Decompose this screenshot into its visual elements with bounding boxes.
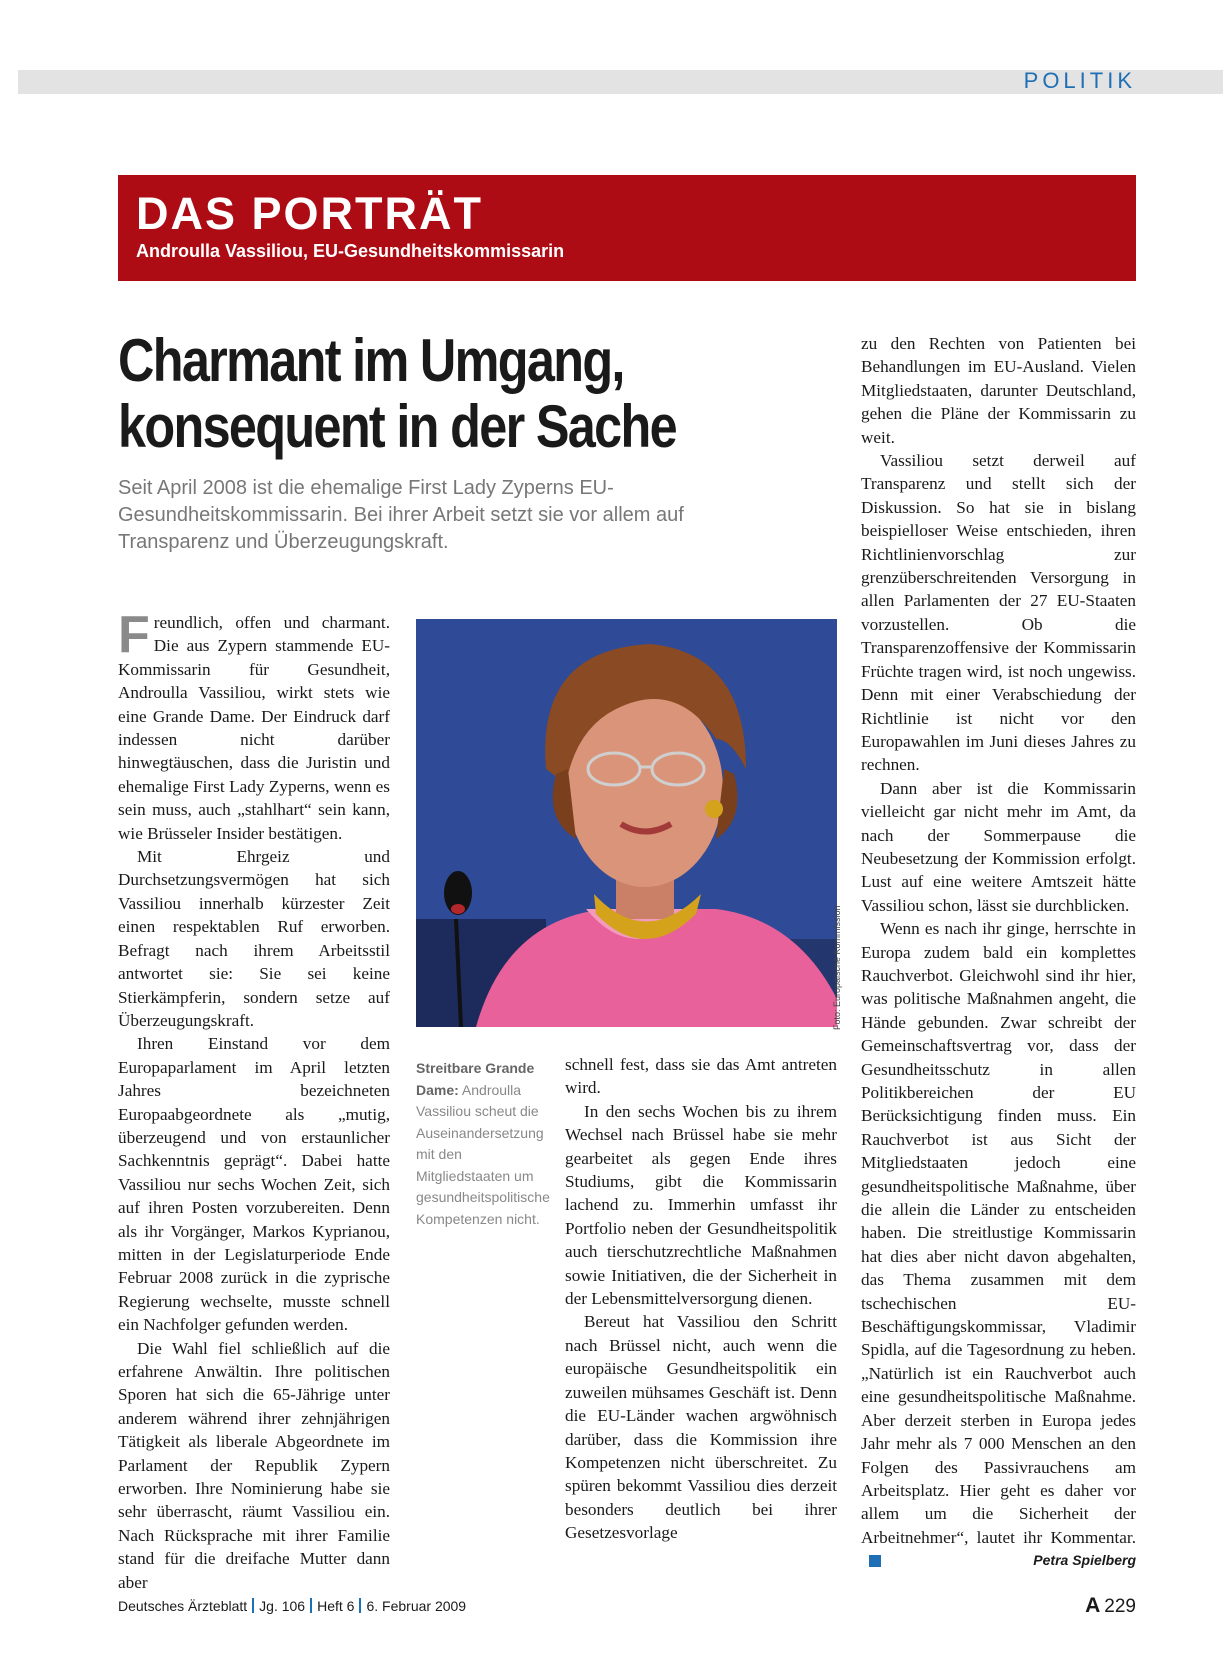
- text-column-1: [118, 606, 390, 1594]
- end-mark-icon: [869, 1555, 881, 1567]
- paragraph: schnell fest, dass sie das Amt antreten wird.: [565, 1055, 837, 1098]
- page-prefix: A: [1085, 1594, 1101, 1617]
- photo-credit: Foto: Europäische Kommission: [832, 905, 842, 1030]
- paragraph-text: Wenn es nach ihr ginge, herrschte in Europa zudem bald ein komplettes Rauchverbot. Gleichwohl sind ihr hier, was politische Maßnahmen angeht, die Hände gebunden. Zwar schreibt der Gemeinschaftsvertrag vor, dass der Gesundheitsschutz in allen Politikbereichen der EU Berücksichtigung finden muss. Ein Rauchverbot ist aus Sicht der Mitgliedstaaten jedoch eine gesundheitspolitische Maßnahme, über die allein die Länder zu entscheiden haben. Die streitlustige Kommissarin hat dies aber nicht davon abgehalten, das Thema zusammen mit dem tschechischen EU-Beschäftigungskommissar, Vladimir Spidla, auf die Tagesordnung zu heben. „Natürlich ist ein Rauchverbot auch eine gesundheitspolitische Maßnahme. Aber derzeit sterben in Europa jedes Jahr mehr als 7 000 Menschen an den Folgen des Passivrauchens am Arbeitsplatz. Hier geht es daher vor allem um die Sicherheit der Arbeitnehmer“, lautet ihr Kommentar.: [861, 919, 1136, 1547]
- paragraph: [861, 917, 1136, 1572]
- page-number-value: 229: [1104, 1596, 1136, 1617]
- portrait-banner: [118, 175, 1136, 281]
- paragraph: Dann aber ist die Kommissarin vielleicht gar nicht mehr im Amt, da nach der Sommerpause die Neubesetzung der Kommission erfolgt. Lust auf eine weitere Amtszeit hätte Vassiliou schon, lässt sie durchblicken.: [861, 778, 1136, 915]
- headline-line-2: konsequent in der Sache: [118, 393, 676, 460]
- article-lead: Seit April 2008 ist die ehemalige First Lady Zyperns EU-Gesundheitskommissarin. Bei ihrer Arbeit setzt sie vor allem auf Transparenz und Überzeugungskraft.: [118, 477, 684, 553]
- text-column-2: [565, 1053, 837, 1545]
- author-byline: Petra Spielberg: [1033, 1552, 1136, 1568]
- section-label: POLITIK: [1023, 68, 1136, 93]
- paragraph: [118, 606, 390, 845]
- paragraph: zu den Rechten von Patienten bei Behandlungen im EU-Ausland. Vielen Mitgliedstaaten, darunter Deutschland, gehen die Pläne der Kommissarin zu weit.: [861, 334, 1136, 447]
- paragraph: Die Wahl fiel schließlich auf die erfahrene Anwältin. Ihre politischen Sporen hat sich die 65-Jährige unter anderem während ihrer zehnjährigen Tätigkeit als liberale Abgeordnete im Parlament der Republik Zypern erworben. Ihre Nominierung habe sie sehr überrascht, räumt Vassiliou ein. Nach Rücksprache mit ihrer Familie stand für die dreifache Mutter dann aber: [118, 1338, 390, 1592]
- drop-cap: F: [118, 606, 150, 664]
- text-column-3: [861, 332, 1136, 1573]
- paragraph: Vassiliou setzt derweil auf Transparenz und stellt sich der Diskussion. So hat sie in bislang beispielloser Weise entschieden, ihren Richtlinienvorschlag zur grenzüberschreitenden Versorgung in allen Parlamenten der 27 EU-Staaten vorzustellen. Ob die Transparenzoffensive der Kommissarin Früchte tragen wird, ist noch ungewiss. Denn mit einer Verabschiedung der Richtlinie ist nicht vor den Europawahlen im Juni dieses Jahres zu rechnen.: [861, 451, 1136, 775]
- paragraph: In den sechs Wochen bis zu ihrem Wechsel nach Brüssel habe sie mehr gearbeitet als gegen Ende ihres Studiums, gibt die Kommissarin lachend zu. Immerhin umfasst ihr Portfolio neben der Gesundheitspolitik auch tierschutzrechtliche Maßnahmen sowie Initiativen, die der Sicherheit in der Lebensmittelversorgung dienen.: [565, 1101, 837, 1309]
- paragraph: Ihren Einstand vor dem Europaparlament im April letzten Jahres bezeichneten Europaabgeordnete als „mutig, überzeugend und von erstaunlicher Sachkenntnis geprägt“. Dabei hatte Vassiliou nur sechs Wochen Zeit, sich auf ihren Posten vorzubereiten. Denn als ihr Vorgänger, Markos Kyprianou, mitten in der Legislaturperiode Ende Februar 2008 zurück in die zyprische Regierung wechselte, musste schnell ein Nachfolger gefunden werden.: [118, 1034, 390, 1335]
- portrait-illustration: [416, 619, 837, 1027]
- issue: Heft 6: [317, 1598, 355, 1614]
- article-headline: [118, 328, 706, 460]
- page-number: [1085, 1594, 1136, 1618]
- photo-caption: [416, 1058, 548, 1230]
- separator: [310, 1598, 312, 1613]
- caption-title: Streitbare Grande Dame:: [416, 1060, 535, 1098]
- issue-date: 6. Februar 2009: [366, 1598, 467, 1614]
- caption-text: Androulla Vassiliou scheut die Auseinandersetzung mit den Mitgliedstaaten um gesundheitspolitische Kompetenzen nicht.: [416, 1081, 550, 1227]
- paragraph-text: reundlich, offen und charmant. Die aus Zypern stammende EU-Kommissarin für Gesundheit, Androulla Vassiliou, wirkt stets wie eine Grande Dame. Der Eindruck darf indessen nicht darüber hinwegtäuschen, dass die Juristin und ehemalige First Lady Zyperns, wenn es sein muss, auch „stahlhart“ sein kann, wie Brüsseler Insider bestätigen.: [118, 613, 390, 843]
- portrait-photo: [416, 619, 837, 1027]
- paragraph: Bereut hat Vassiliou den Schritt nach Brüssel nicht, auch wenn die europäische Gesundheitspolitik ein zuweilen mühsames Geschäft ist. Denn die EU-Länder wachen argwöhnisch darüber, dass die Kommission ihre Kompetenzen nicht überschreitet. Zu spüren bekommt Vassiliou dies derzeit besonders deutlich bei ihrer Gesetzesvorlage: [565, 1312, 837, 1543]
- headline-line-1: Charmant im Umgang,: [118, 327, 624, 394]
- banner-subtitle: Androulla Vassiliou, EU-Gesundheitskommissarin: [136, 241, 565, 261]
- volume: Jg. 106: [259, 1598, 306, 1614]
- banner-kicker: DAS PORTRÄT: [136, 188, 483, 239]
- journal-name: Deutsches Ärzteblatt: [118, 1598, 248, 1614]
- page-footer: [118, 1598, 466, 1614]
- separator: [252, 1598, 254, 1613]
- separator: [359, 1598, 361, 1613]
- paragraph: Mit Ehrgeiz und Durchsetzungsvermögen hat sich Vassiliou innerhalb kürzester Zeit einen respektablen Ruf erworben. Befragt nach ihrem Arbeitsstil antwortet sie: Sie sei keine Stierkämpferin, sondern setze auf Überzeugungskraft.: [118, 847, 390, 1030]
